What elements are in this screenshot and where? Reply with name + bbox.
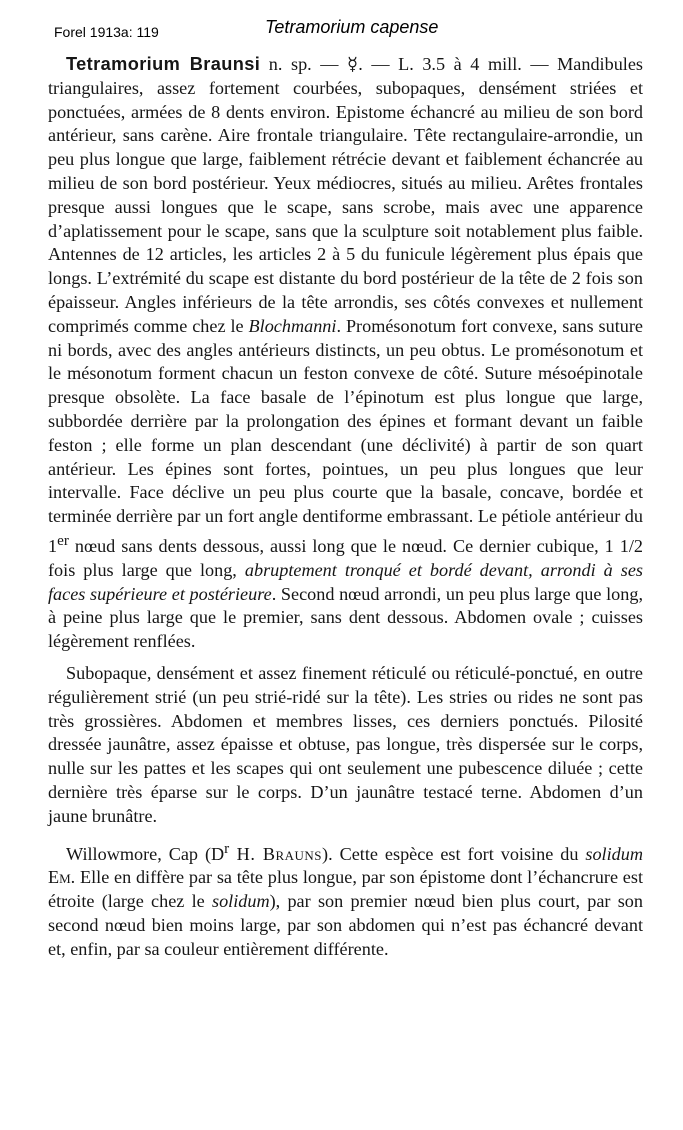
ordinal-superscript: er xyxy=(57,531,69,549)
collector-name: H. Brauns xyxy=(229,843,323,864)
description-text-4: . Second nœud arrondi, un peu plus large que long, à peine plus large que le premier, sans dent dessous. Abdomen ovale ; cuisses légèrement renflées. xyxy=(48,583,643,652)
related-species-2: solidum xyxy=(212,891,270,912)
citation-label: Forel 1913a: 119 xyxy=(54,24,159,40)
title-superscript: r xyxy=(224,839,230,857)
species-name: Tetramorium Braunsi xyxy=(66,54,261,74)
locality-text-1: Willowmore, Cap (D xyxy=(66,843,225,864)
sculpture-paragraph: Subopaque, densément et assez finement réticulé ou réticulé-ponctué, en outre régulièrement strié (un peu strié-ridé sur la tête). Les stries ou rides ne sont pas très grossières. Abdomen et membres lisses, ces derniers ponctués. Pilosité dressée jaunâtre, assez épaisse et obtuse, pas longue, très dispersée sur le corps, nulle sur les pattes et les scapes qui ont seulement une pubescence diluée ; cette dernière très éparse sur le corps. D’un jaunâtre testacé terne. Abdomen d’un jaune brunâtre. xyxy=(48,662,643,826)
comparison-species: Blochmanni xyxy=(248,315,337,336)
species-author: Em xyxy=(48,867,71,888)
description-paragraph xyxy=(48,53,643,654)
locality-paragraph xyxy=(48,837,643,962)
description-text-3: nœud sans dents dessous, aussi long que le nœud. Ce dernier cubique, 1 1/2 fois plus large que long, xyxy=(48,536,643,580)
locality-text-4: ), par son premier nœud bien plus court, par son second nœud bien moins large, par son abdomen qui n’est pas échancré devant et, enfin, par sa couleur entièrement différente. xyxy=(48,891,643,959)
description-text-2: . Promésonotum fort convexe, sans suture ni bords, avec des angles antérieurs distincts, un peu obtus. Le promésonotum et le mésonotum forment chacun un feston convexe de côté. Suture mésoépinotale presque obsolète. La face basale de l’épinotum est plus longue que large, subbordée derrière par la prolongation des épines et formant devant un faible feston ; elle forme un plan descendant (une déclivité) à partir de son quart antérieur. Les épines sont fortes, pointues, un peu plus longues que leur intervalle. Face déclive un peu plus courte que la basale, concave, bordée et terminée derrière par un fort angle dentiforme embrassant. Le pétiole antérieur du 1 xyxy=(48,315,643,556)
node-shape-italic: abruptement tronqué et bordé devant, arrondi à ses faces supérieure et postérieure xyxy=(48,559,643,604)
locality-text-3: . Elle en diffère par sa tête plus longue, par son épistome dont l’échancrure est étroite (large chez le xyxy=(48,867,643,912)
locality-text-2: ). Cette espèce est fort voisine du xyxy=(322,843,586,864)
running-title: Tetramorium capense xyxy=(265,17,439,37)
document-body xyxy=(48,53,643,962)
description-text-1: n. sp. — ☿. — L. 3.5 à 4 mill. — Mandibules triangulaires, assez fortement courbées, subopaques, densément striées et ponctuées, armées de 8 dents environ. Epistome échancré au milieu de son bord antérieur, sans carène. Aire frontale triangulaire. Tête rectangulaire-arrondie, un peu plus longue que large, faiblement rétrécie devant et faiblement échancrée au milieu de son bord postérieur. Yeux médiocres, situés au milieu. Arêtes frontales presque aussi longues que le scape, sans scrobe, mais avec une apparence d’aplatissement pour le scape, sans que la sculpture soit notablement plus faible. Antennes de 12 articles, les articles 2 à 5 du funicule légèrement plus épais que longs. L’extrémité du scape est distante du bord postérieur de la tête de 2 fois son épaisseur. Angles inférieurs de la tête arrondis, ses côtés convexes et nullement comprimés comme chez le xyxy=(48,54,644,336)
related-species-1: solidum xyxy=(585,843,643,864)
